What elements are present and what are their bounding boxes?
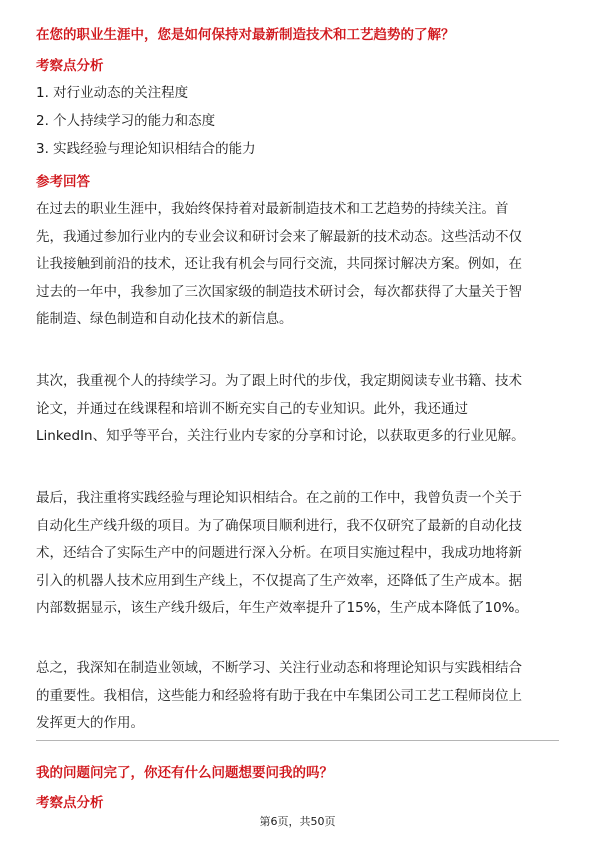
analysis-point: 1. 对行业动态的关注程度: [36, 85, 189, 101]
question-title: 在您的职业生涯中，您是如何保持对最新制造技术和工艺趋势的了解？: [36, 27, 455, 43]
section-divider: [36, 740, 559, 741]
analysis-heading: 考察点分析: [36, 58, 104, 74]
paragraph-line: LinkedIn、知乎等平台，关注行业内专家的分享和讨论，以获取更多的行业见解。: [36, 428, 525, 444]
answer-paragraph-3: [36, 485, 558, 623]
paragraph-line: 术，还结合了实际生产中的问题进行深入分析。在项目实施过程中，我成功地将新: [36, 545, 522, 561]
paragraph-line: 在过去的职业生涯中，我始终保持着对最新制造技术和工艺趋势的持续关注。首: [36, 201, 509, 217]
paragraph-line: 论文，并通过在线课程和培训不断充实自己的专业知识。此外，我还通过: [36, 400, 468, 417]
paragraph-line: 自动化生产线升级的项目。为了确保项目顺利进行，我不仅研究了最新的自动化技: [36, 517, 522, 534]
answer-paragraph-4: [36, 655, 558, 738]
paragraph-line: 总之，我深知在制造业领域，不断学习、关注行业动态和将理论知识与实践相结合: [36, 660, 522, 676]
answer-heading: 参考回答: [36, 174, 90, 190]
page-number: 第6页，共50页: [259, 815, 336, 828]
paragraph-line: 过去的一年中，我参加了三次国家级的制造技术研讨会，每次都获得了大量关于智: [36, 283, 522, 300]
paragraph-line: 让我接触到前沿的技术，还让我有机会与同行交流，共同探讨解决方案。例如，在: [36, 256, 522, 272]
analysis-heading-2: 考察点分析: [36, 795, 104, 811]
paragraph-line: 其次，我重视个人的持续学习。为了跟上时代的步伐，我定期阅读专业书籍、技术: [36, 373, 522, 389]
paragraph-line: 内部数据显示，该生产线升级后，年生产效率提升了15%，生产成本降低了10%。: [36, 600, 529, 616]
question-title-2: 我的问题问完了，你还有什么问题想要问我的吗？: [36, 765, 333, 781]
analysis-point: 2. 个人持续学习的能力和态度: [36, 113, 216, 129]
paragraph-line: 的重要性。我相信，这些能力和经验将有助于我在中车集团公司工艺工程师岗位上: [36, 687, 522, 704]
answer-paragraph-1: [36, 196, 558, 334]
paragraph-line: 引入的机器人技术应用到生产线上，不仅提高了生产效率，还降低了生产成本。据: [36, 572, 522, 589]
paragraph-line: 发挥更大的作用。: [36, 715, 144, 731]
paragraph-line: 最后，我注重将实践经验与理论知识相结合。在之前的工作中，我曾负责一个关于: [36, 490, 522, 506]
answer-paragraph-2: [36, 368, 558, 451]
paragraph-line: 能制造、绿色制造和自动化技术的新信息。: [36, 311, 293, 327]
paragraph-line: 先，我通过参加行业内的专业会议和研讨会来了解最新的技术动态。这些活动不仅: [36, 228, 522, 245]
analysis-point: 3. 实践经验与理论知识相结合的能力: [36, 141, 256, 157]
